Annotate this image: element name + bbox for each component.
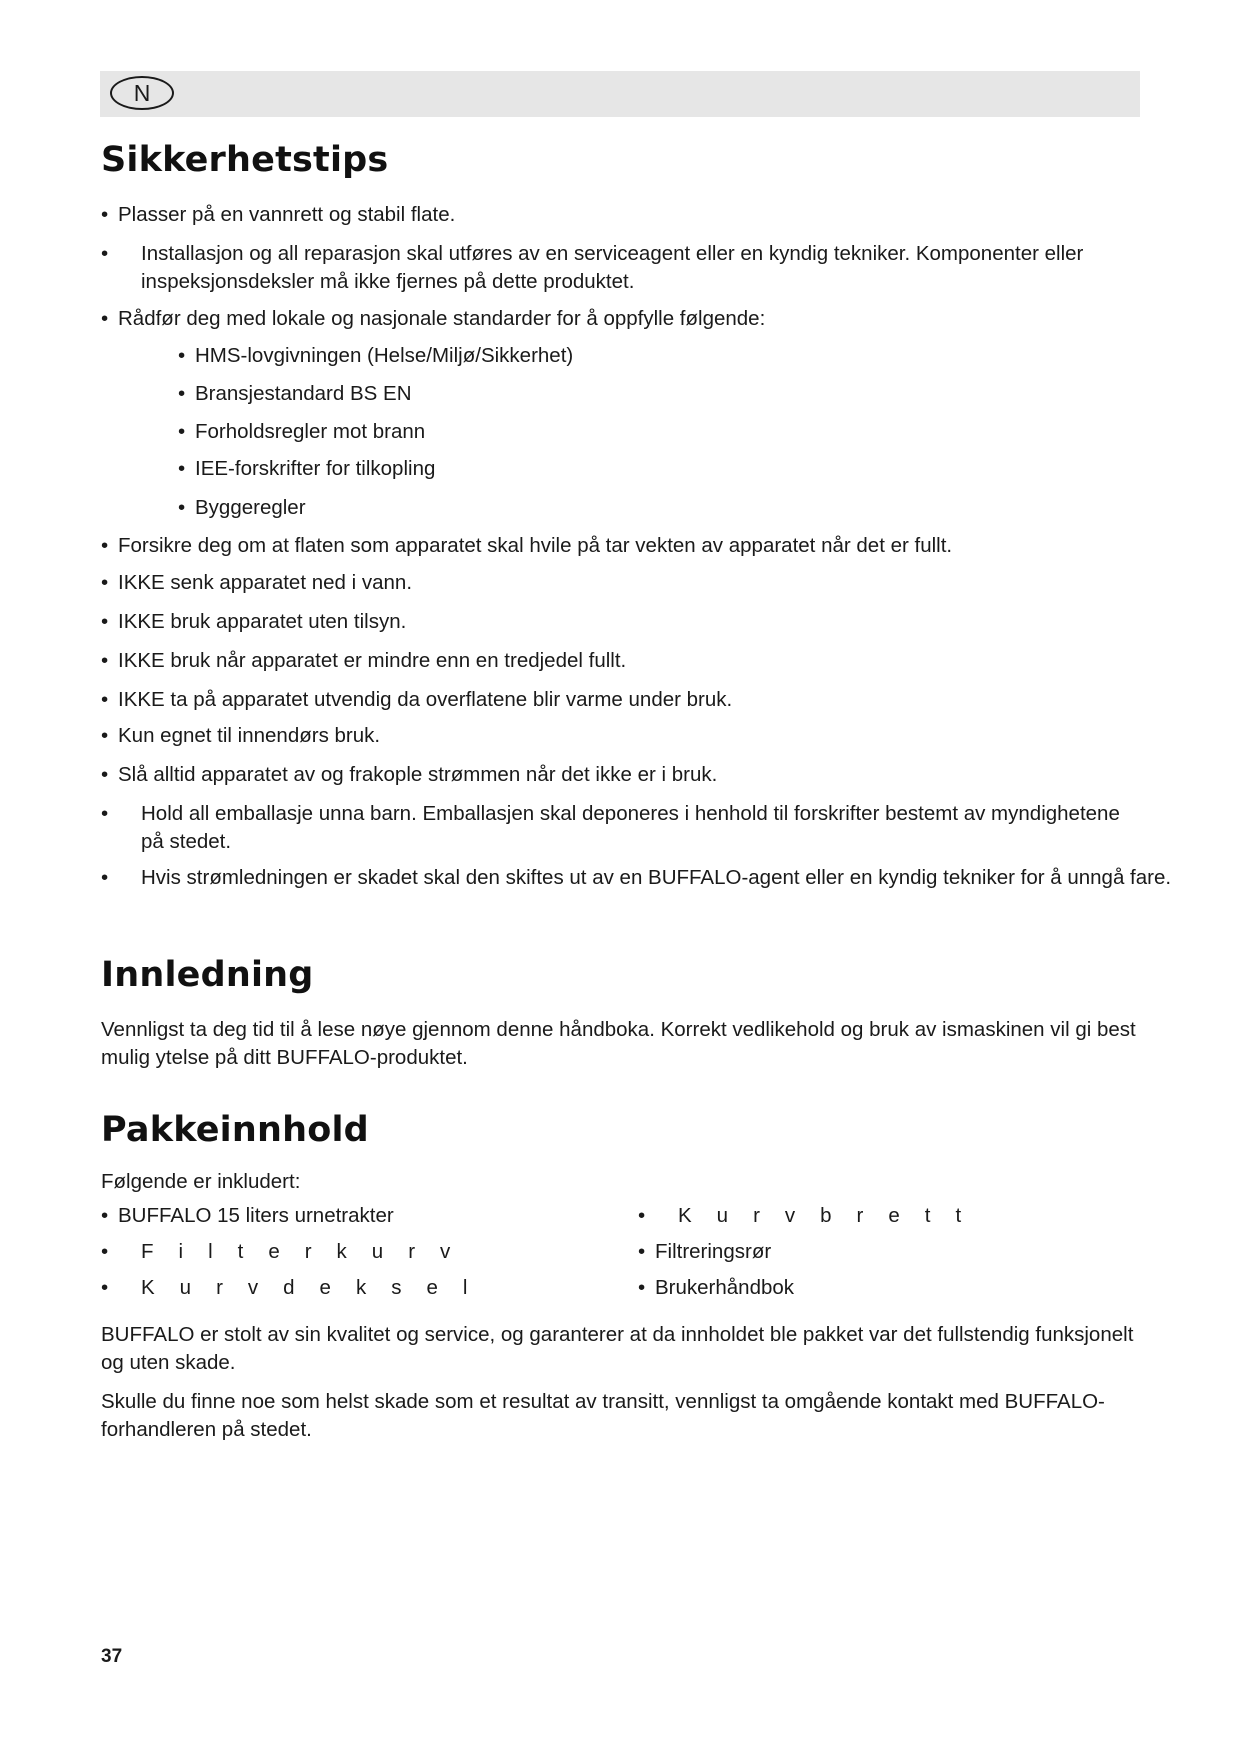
safety-item: • IKKE ta på apparatet utvendig da overflatene blir varme under bruk. bbox=[101, 688, 733, 711]
package-item: • Brukerhåndbok bbox=[638, 1276, 795, 1299]
intro-text: Vennligst ta deg tid til å lese nøye gjennom denne håndboka. Korrekt vedlikehold og bruk av ismaskinen vil gi best mulig ytelse på ditt BUFFALO-produktet. bbox=[101, 1018, 1136, 1069]
safety-item: • IKKE bruk når apparatet er mindre enn en tredjedel fullt. bbox=[101, 649, 627, 672]
safety-title: Sikkerhetstips bbox=[101, 140, 389, 180]
safety-sub-item: • Forholdsregler mot brann bbox=[178, 420, 426, 443]
package-title: Pakkeinnhold bbox=[101, 1110, 369, 1150]
safety-sub-item: • Bransjestandard BS EN bbox=[178, 382, 412, 405]
package-paragraph: Skulle du finne noe som helst skade som et resultat av transitt, vennligst ta omgående kontakt med BUFFALO-forhandleren på stedet. bbox=[101, 1390, 1105, 1441]
safety-sub-item: • HMS-lovgivningen (Helse/Miljø/Sikkerhet) bbox=[178, 344, 574, 367]
safety-item: • Installasjon og all reparasjon skal utføres av en serviceagent eller en kyndig tekniker. Komponenter eller inspeksjonsdeksler må ikke fjernes på dette produktet. bbox=[101, 242, 1084, 293]
page-number: 37 bbox=[101, 1646, 123, 1667]
safety-item: • IKKE senk apparatet ned i vann. bbox=[101, 571, 413, 594]
safety-item: • Hold all emballasje unna barn. Emballasjen skal deponeres i henhold til forskrifter bestemt av myndighetene på stedet. bbox=[101, 802, 1120, 853]
package-item: • Kurvbrett bbox=[638, 1204, 987, 1227]
safety-item: • Kun egnet til innendørs bruk. bbox=[101, 724, 381, 747]
package-paragraph: BUFFALO er stolt av sin kvalitet og service, og garanterer at da innholdet ble pakket var det fullstendig funksjonelt og uten skade. bbox=[101, 1323, 1134, 1374]
package-item: • Kurvdeksel bbox=[101, 1276, 493, 1299]
safety-sub-item: • Byggeregler bbox=[178, 496, 306, 519]
package-item: • Filtreringsrør bbox=[638, 1240, 772, 1263]
safety-item: • Hvis strømledningen er skadet skal den skiftes ut av en BUFFALO-agent eller en kyndig tekniker for å unngå fare. bbox=[101, 866, 1172, 889]
safety-item: • Slå alltid apparatet av og frakople strømmen når det ikke er i bruk. bbox=[101, 763, 718, 786]
safety-item: • IKKE bruk apparatet uten tilsyn. bbox=[101, 610, 407, 633]
language-header-bar bbox=[100, 71, 1140, 117]
safety-item: • Rådfør deg med lokale og nasjonale standarder for å oppfylle følgende: bbox=[101, 307, 766, 330]
safety-item: • Forsikre deg om at flaten som apparatet skal hvile på tar vekten av apparatet når det er fullt. bbox=[101, 534, 953, 557]
package-lead: Følgende er inkludert: bbox=[101, 1170, 301, 1193]
intro-title: Innledning bbox=[101, 955, 314, 995]
safety-sub-item: • IEE-forskrifter for tilkopling bbox=[178, 457, 436, 480]
language-badge: N bbox=[110, 76, 174, 110]
package-item: • BUFFALO 15 liters urnetrakter bbox=[101, 1204, 394, 1227]
package-item: • Filterkurv bbox=[101, 1240, 476, 1263]
safety-item: • Plasser på en vannrett og stabil flate. bbox=[101, 203, 456, 226]
